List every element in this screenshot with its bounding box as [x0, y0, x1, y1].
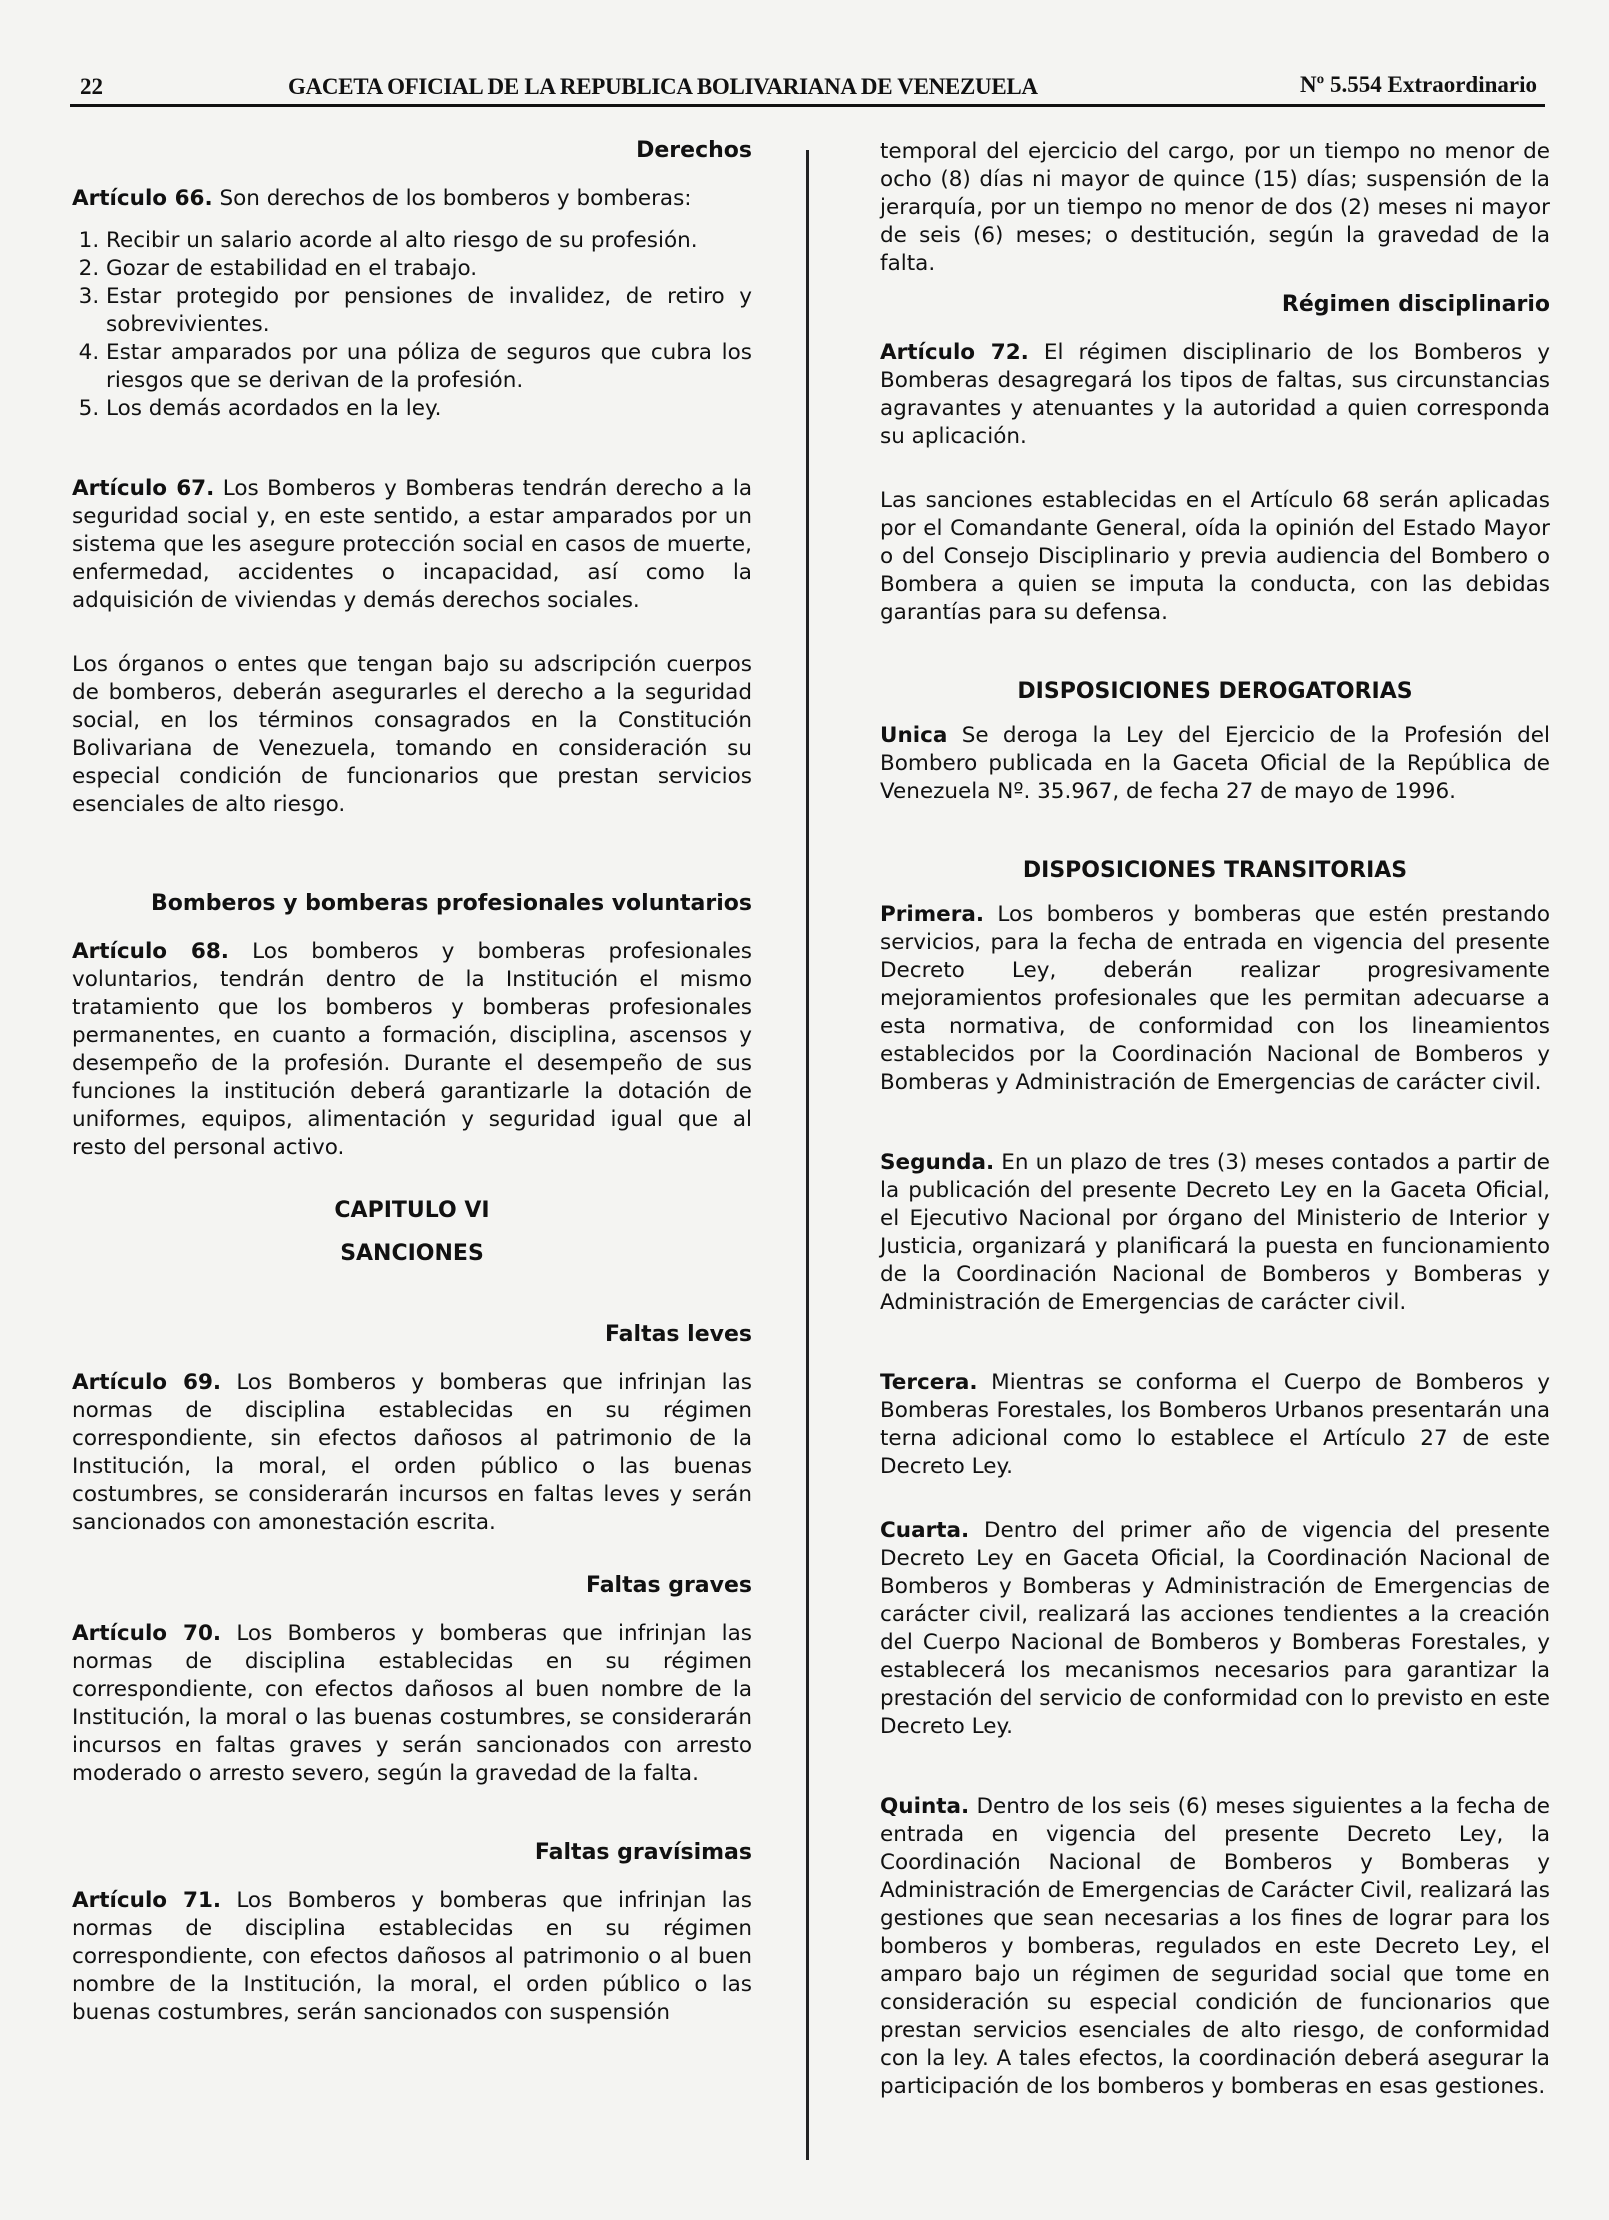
provision-text: En un plazo de tres (3) meses contados a partir de la publicación del presente Decreto Ley en la Gaceta Oficial, el Ejecutivo Nacional por órgano del Ministerio de Interior y Justicia, organizará y planificará la puesta en funcionamiento de la Coordinación Nacional de Bomberos y Bomberas y Administración de Emergencias de carácter civil.	[880, 1150, 1550, 1315]
article-text: Son derechos de los bomberos y bomberas:	[212, 186, 692, 211]
provision-tercera	[880, 1369, 1550, 1481]
provision-unica	[880, 722, 1550, 806]
provision-text: Los bomberos y bomberas que estén prestando servicios, para la fecha de entrada en vigencia del presente Decreto Ley, deberán realizar progresivamente mejoramientos profesionales que les permitan adecuarse a esta normativa, de conformidad con los lineamientos establecidos por la Coordinación Nacional de Bomberos y Bomberas y Administración de Emergencias de carácter civil.	[880, 902, 1550, 1095]
provision-text: Se deroga la Ley del Ejercicio de la Profesión del Bombero publicada en la Gaceta Oficial de la República de Venezuela Nº. 35.967, de fecha 27 de mayo de 1996.	[880, 723, 1550, 804]
article-71-continuation: temporal del ejercicio del cargo, por un tiempo no menor de ocho (8) días ni mayor de quince (15) días; suspensión de la jerarquía, por un tiempo no menor de dos (2) meses ni mayor de seis (6) meses; o destitución, según la gravedad de la falta.	[880, 139, 1550, 276]
list-item: 2. Gozar de estabilidad en el trabajo.	[106, 255, 752, 283]
chapter-title: SANCIONES	[340, 1241, 484, 1266]
provision-label: Tercera.	[880, 1370, 978, 1395]
article-66	[72, 185, 752, 213]
list-item: 3. Estar protegido por pensiones de invalidez, de retiro y sobrevivientes.	[106, 283, 752, 339]
provision-label: Segunda.	[880, 1150, 995, 1175]
article-label: Artículo 72.	[880, 340, 1029, 365]
article-label: Artículo 70.	[72, 1621, 222, 1646]
right-column	[880, 138, 1550, 2115]
page-number: 22	[80, 74, 103, 99]
article-label: Artículo 69.	[72, 1370, 222, 1395]
list-item: 1. Recibir un salario acorde al alto riesgo de su profesión.	[106, 227, 752, 255]
article-67-paragraph-2: Los órganos o entes que tengan bajo su adscripción cuerpos de bomberos, deberán asegurarles el derecho a la seguridad social, en los términos consagrados en la Constitución Bolivariana de Venezuela, tomando en consideración su especial condición de funcionarios que prestan servicios esenciales de alto riesgo.	[72, 652, 752, 817]
article-text: Los Bomberos y Bomberas tendrán derecho a la seguridad social y, en este sentido, a estar amparados por un sistema que les asegure protección social en casos de muerte, enfermedad, accidentes o incapacidad, así como la adquisición de viviendas y demás derechos sociales.	[72, 476, 752, 613]
provision-text: Dentro de los seis (6) meses siguientes a la fecha de entrada en vigencia del presente Decreto Ley, la Coordinación Nacional de Bomberos y Bomberas y Administración de Emergencias de Carácter Civil, realizará las gestiones que sean necesarias a los fines de lograr para los bomberos y bomberas, regulados en este Decreto Ley, el amparo bajo un régimen de seguridad social que tome en consideración su especial condición de funcionarios que prestan servicios esenciales de alto riesgo, de conformidad con la ley. A tales efectos, la coordinación deberá asegurar la participación de los bomberos y bomberas en esas gestiones.	[880, 1794, 1550, 2099]
rights-list	[72, 227, 752, 423]
article-69	[72, 1369, 752, 1537]
provision-cuarta	[880, 1517, 1550, 1741]
article-label: Artículo 67.	[72, 476, 215, 501]
section-heading-voluntarios: Bomberos y bomberas profesionales voluntarios	[150, 891, 752, 916]
provision-label: Unica	[880, 723, 948, 748]
column-divider	[806, 150, 809, 2160]
gazette-title: GACETA OFICIAL DE LA REPUBLICA BOLIVARIANA DE VENEZUELA	[288, 74, 1038, 99]
issue-number: Nº 5.554 Extraordinario	[1300, 72, 1537, 97]
provision-label: Cuarta.	[880, 1518, 970, 1543]
provision-primera	[880, 901, 1550, 1097]
section-heading-faltas-graves: Faltas graves	[585, 1573, 752, 1598]
list-item: 4. Estar amparados por una póliza de seguros que cubra los riesgos que se derivan de la profesión.	[106, 339, 752, 395]
section-heading-faltas-gravisimas: Faltas gravísimas	[534, 1840, 752, 1865]
list-item: 5. Los demás acordados en la ley.	[106, 395, 752, 423]
article-68	[72, 938, 752, 1162]
article-text: Los Bomberos y bomberas que infrinjan las normas de disciplina establecidas en su régimen correspondiente, con efectos dañosos al buen nombre de la Institución, la moral o las buenas costumbres, se considerarán incursos en faltas graves y serán sancionados con arresto moderado o arresto severo, según la gravedad de la falta.	[72, 1621, 752, 1786]
section-heading-derechos: Derechos	[636, 138, 752, 163]
provision-label: Quinta.	[880, 1794, 970, 1819]
provision-segunda	[880, 1149, 1550, 1317]
provision-text: Mientras se conforma el Cuerpo de Bomberos y Bomberas Forestales, los Bomberos Urbanos presentarán una terna adicional como lo establece el Artículo 27 de este Decreto Ley.	[880, 1370, 1550, 1479]
article-text: Los Bomberos y bomberas que infrinjan las normas de disciplina establecidas en su régimen correspondiente, con efectos dañosos al patrimonio o al buen nombre de la Institución, la moral, el orden público o las buenas costumbres, serán sancionados con suspensión	[72, 1888, 752, 2025]
provision-quinta	[880, 1793, 1550, 2101]
article-label: Artículo 66.	[72, 186, 213, 211]
article-71	[72, 1887, 752, 2027]
article-72	[880, 339, 1550, 451]
section-heading-transitorias: DISPOSICIONES TRANSITORIAS	[1022, 858, 1408, 883]
provision-text: Dentro del primer año de vigencia del presente Decreto Ley en Gaceta Oficial, la Coordinación Nacional de Bomberos y Bomberas y Administración de Emergencias de carácter civil, realizará las acciones tendientes a la creación del Cuerpo Nacional de Bomberos y Bomberas Forestales, y establecerá los mecanismos necesarios para garantizar la prestación del servicio de conformidad con lo previsto en este Decreto Ley.	[880, 1518, 1550, 1739]
section-heading-faltas-leves: Faltas leves	[604, 1322, 752, 1347]
chapter-number: CAPITULO VI	[334, 1198, 490, 1223]
provision-label: Primera.	[880, 902, 984, 927]
section-heading-regimen: Régimen disciplinario	[1281, 292, 1550, 317]
section-heading-derogatorias: DISPOSICIONES DEROGATORIAS	[1017, 679, 1413, 704]
article-label: Artículo 71.	[72, 1888, 222, 1913]
left-column	[72, 138, 752, 2041]
page-header	[70, 70, 1545, 107]
article-text: El régimen disciplinario de los Bomberos y Bomberas desagregará los tipos de faltas, sus circunstancias agravantes y atenuantes y la autoridad a quien corresponda su aplicación.	[880, 340, 1551, 449]
article-67	[72, 475, 752, 615]
article-text: Los Bomberos y bomberas que infrinjan las normas de disciplina establecidas en su régimen correspondiente, sin efectos dañosos al patrimonio de la Institución, la moral, el orden público o las buenas costumbres, se considerarán incursos en faltas leves y serán sancionados con amonestación escrita.	[72, 1370, 752, 1535]
article-72-paragraph-2: Las sanciones establecidas en el Artículo 68 serán aplicadas por el Comandante General, oída la opinión del Estado Mayor o del Consejo Disciplinario y previa audiencia del Bombero o Bombera a quien se imputa la conducta, con las debidas garantías para su defensa.	[880, 488, 1550, 625]
article-label: Artículo 68.	[72, 939, 229, 964]
article-text: Los bomberos y bomberas profesionales voluntarios, tendrán dentro de la Institución el mismo tratamiento que los bomberos y bomberas profesionales permanentes, en cuanto a formación, disciplina, ascensos y desempeño de la profesión. Durante el desempeño de sus funciones la institución deberá garantizarle la dotación de uniformes, equipos, alimentación y seguridad igual que al resto del personal activo.	[72, 939, 753, 1160]
article-70	[72, 1620, 752, 1788]
